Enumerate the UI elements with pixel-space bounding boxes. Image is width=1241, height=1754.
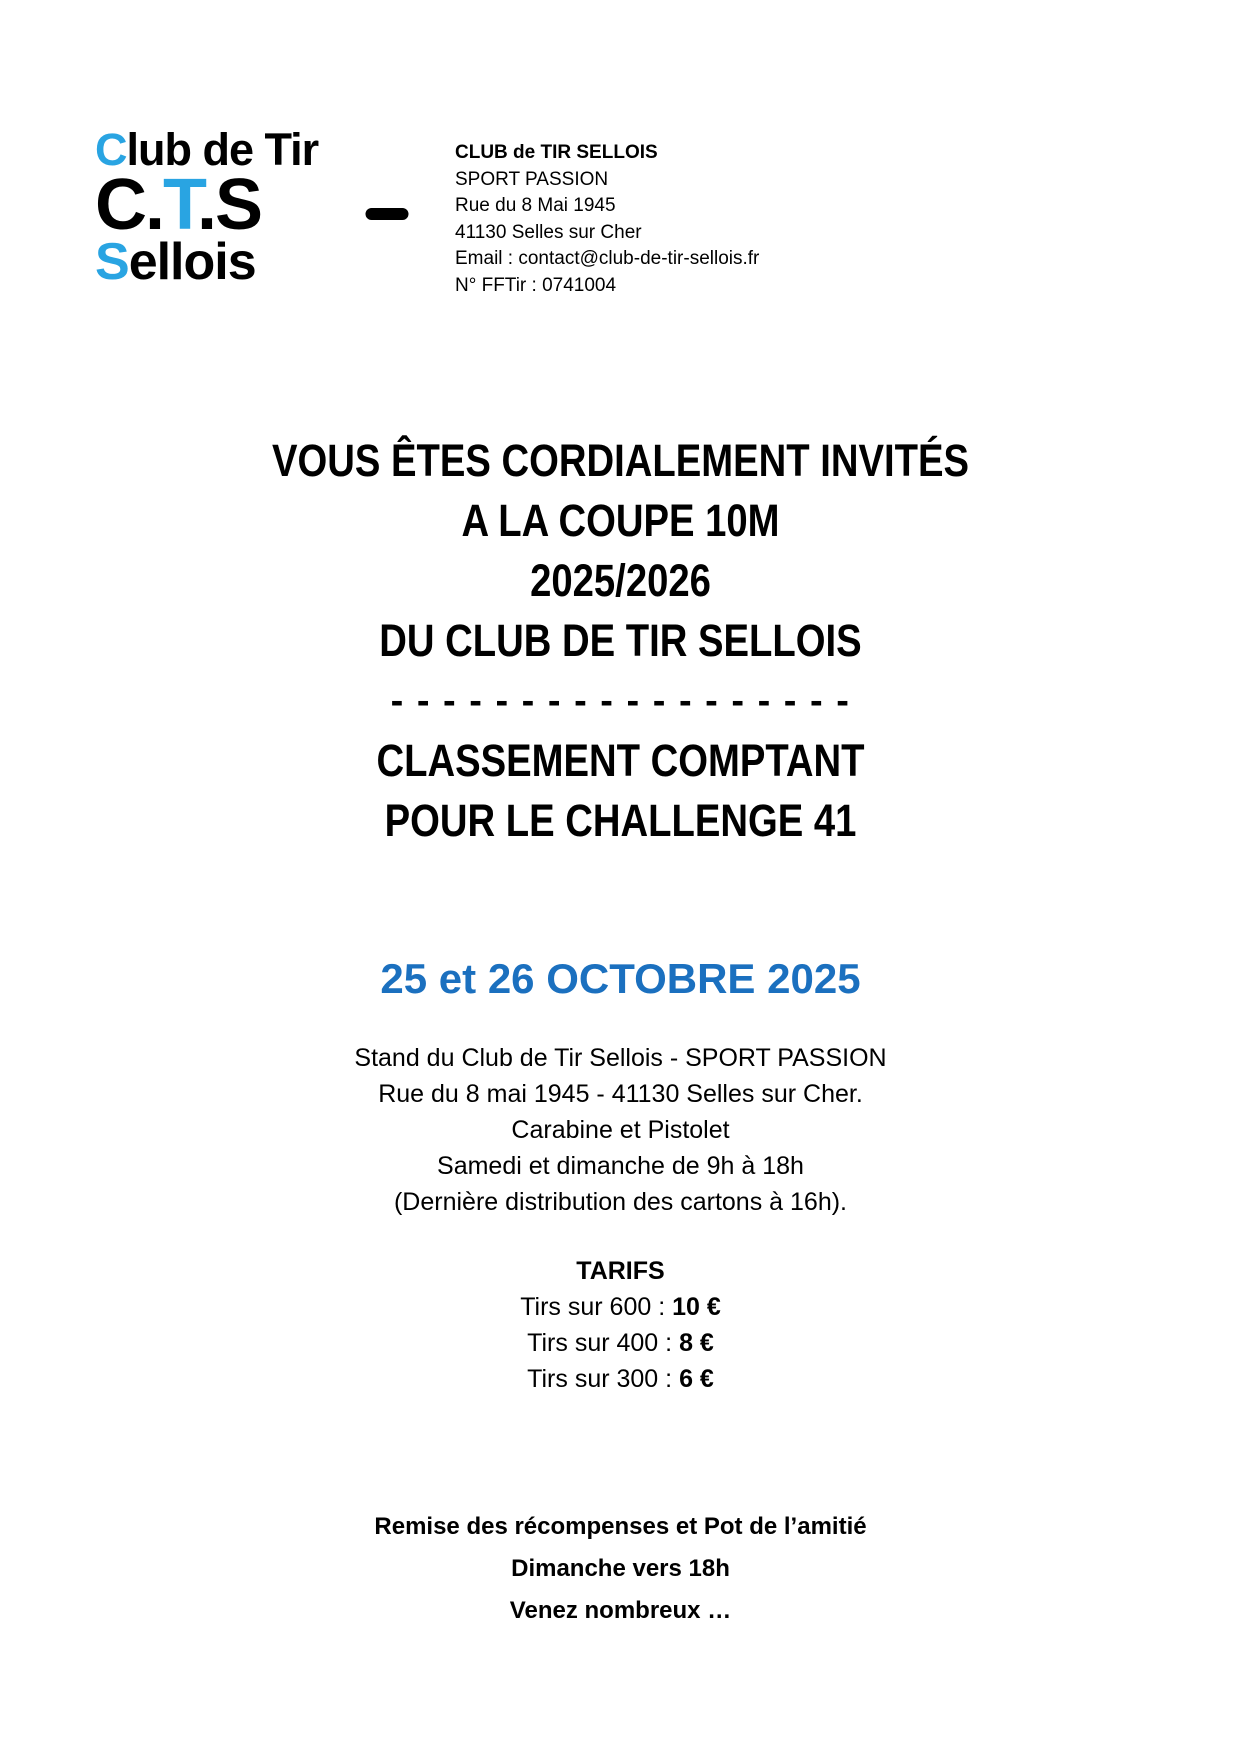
bullet-dash	[364, 207, 410, 222]
tarif-row	[0, 1325, 1241, 1361]
tarif-price: 10 €	[672, 1293, 721, 1321]
come-numerous-line: Venez nombreux …	[509, 1597, 732, 1624]
logo-line-cts: C.T.S	[95, 165, 262, 245]
title-line-1: VOUS ÊTES CORDIALEMENT INVITÉS	[271, 435, 970, 486]
invitation-title	[0, 431, 1241, 851]
title-line-2: A LA COUPE 10M	[461, 495, 780, 546]
tarifs-section	[0, 1253, 1241, 1397]
logo-letter-blue: S	[95, 233, 129, 291]
club-fftir-number: N° FFTir : 0741004	[455, 274, 617, 296]
tarif-price: 6 €	[679, 1365, 714, 1393]
title-line-3: 2025/2026	[530, 555, 711, 606]
tarif-label: Tirs sur 300 :	[527, 1365, 680, 1393]
title-line-4: DU CLUB DE TIR SELLOIS	[379, 615, 862, 666]
awards-time-line: Dimanche vers 18h	[511, 1555, 730, 1582]
event-address: Rue du 8 mai 1945 - 41130 Selles sur Cher.	[378, 1080, 863, 1108]
event-last-distribution: (Dernière distribution des cartons à 16h).	[393, 1188, 847, 1216]
club-street: Rue du 8 Mai 1945	[455, 195, 616, 216]
awards-line: Remise des récompenses et Pot de l’amitié	[374, 1513, 867, 1540]
title-line-6: POUR LE CHALLENGE 41	[384, 795, 857, 846]
logo-line-sellois: Sellois	[95, 233, 256, 291]
tarifs-heading: TARIFS	[576, 1257, 665, 1285]
event-details	[0, 1040, 1241, 1220]
logo-letter-blue: T	[163, 165, 197, 245]
event-hours: Samedi et dimanche de 9h à 18h	[437, 1152, 804, 1180]
dashed-separator: - - - - - - - - - - - - - - - - - -	[390, 680, 851, 722]
title-line-5: CLASSEMENT COMPTANT	[376, 735, 865, 786]
tarif-row	[0, 1361, 1241, 1397]
event-disciplines: Carabine et Pistolet	[511, 1116, 730, 1144]
club-subtitle: SPORT PASSION	[455, 168, 609, 190]
club-info-block	[455, 140, 759, 299]
club-city: 41130 Selles sur Cher	[455, 221, 642, 243]
club-logo	[95, 124, 319, 291]
event-date: 25 et 26 OCTOBRE 2025	[380, 955, 861, 1002]
logo-line-club-de-tir: Club de Tir	[95, 124, 319, 175]
target-icon	[342, 136, 418, 292]
event-location: Stand du Club de Tir Sellois - SPORT PASSION	[354, 1044, 887, 1072]
closing-block	[0, 1506, 1241, 1632]
club-email: Email : contact@club-de-tir-sellois.fr	[455, 248, 760, 269]
logo-letter-blue: C	[95, 124, 127, 175]
club-name: CLUB de TIR SELLOIS	[455, 142, 658, 163]
tarif-row	[0, 1289, 1241, 1325]
tarif-price: 8 €	[679, 1329, 714, 1357]
tarif-label: Tirs sur 600 :	[520, 1293, 673, 1321]
tarif-label: Tirs sur 400 :	[527, 1329, 680, 1357]
